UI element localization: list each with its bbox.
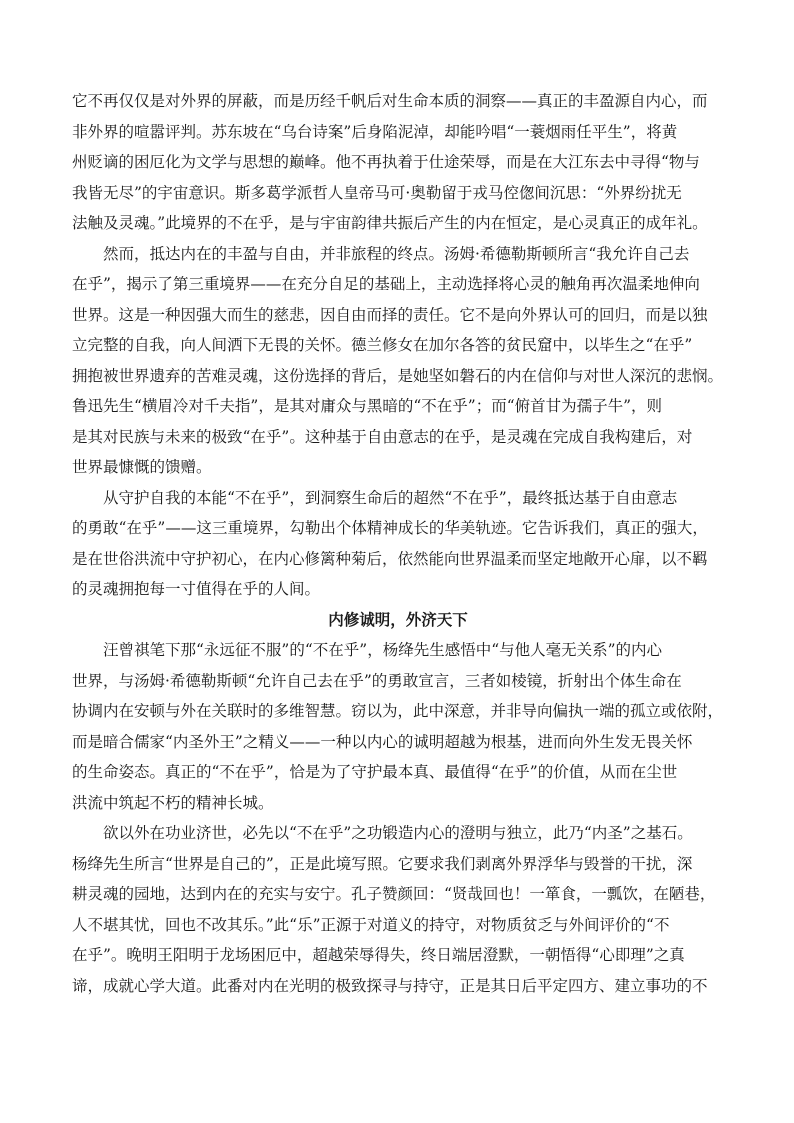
text-line: 从守护自我的本能“不在乎”，到洞察生命后的超然“不在乎”，最终抵达基于自由意志 [103, 488, 678, 507]
text-line: 协调内在安顿与外在关联时的多维智慧。窃以为，此中深意，并非导向偏执一端的孤立或依附， [72, 702, 724, 720]
text-line: 鲁迅先生“横眉冷对千夫指”，是其对庸众与黑暗的“不在乎”；而“俯首甘为孺子牛”，则 [72, 397, 663, 415]
text-line: 欲以外在功业济世，必先以“不在乎”之功锻造内心的澄明与独立，此乃“内圣”之基石。 [103, 824, 693, 842]
text-line: 是在世俗洪流中守护初心，在内心修篱种菊后，依然能向世界温柔而坚定地敞开心扉，以不羁 [72, 549, 708, 568]
text-line: 耕灵魂的园地，达到内在的充实与安宁。孔子赞颜回：“贤哉回也！一箪食，一瓢饮，在陋巷， [72, 885, 716, 903]
text-line: 然而，抵达内在的丰盈与自由，并非旅程的终点。汤姆·希德勒斯顿所言“我允许自己去 [103, 244, 690, 263]
text-line: 非外界的喧嚣评判。苏东坡在“乌台诗案”后身陷泥淖，却能吟唱“一蓑烟雨任平生”，将黄 [72, 122, 678, 141]
body-text [72, 86, 724, 1001]
text-line: 我皆无尽”的宇宙意识。斯多葛学派哲人皇帝马可·奥勒留于戎马倥偬间沉思：“外界纷扰无 [72, 183, 682, 202]
text-line: 它不再仅仅是对外界的屏蔽，而是历经千帆后对生命本质的洞察——真正的丰盈源自内心，而 [72, 92, 708, 110]
text-line: 谛，成就心学大道。此番对内在光明的极致探寻与持守，正是其日后平定四方、建立事功的不 [72, 976, 708, 995]
text-line: 的生命姿态。真正的“不在乎”，恰是为了守护最本真、最值得“在乎”的价值，从而在尘世 [72, 763, 678, 781]
text-line: 州贬谪的困厄化为文学与思想的巅峰。他不再执着于仕途荣辱，而是在大江东去中寻得“物与 [72, 153, 700, 171]
text-line: 世界，与汤姆·希德勒斯顿“允许自己去在乎”的勇敢宣言，三者如棱镜，折射出个体生命在 [72, 671, 682, 690]
text-line: 世界最慷慨的馈赠。 [72, 458, 212, 476]
section-heading: 内修诚明，外济天下 [328, 609, 468, 629]
text-line: 人不堪其忧，回也不改其乐。”此“乐”正源于对道义的持守，对物质贫乏与外间评价的“不 [72, 915, 670, 934]
text-line: 在乎”，揭示了第三重境界——在充分自足的基础上，主动选择将心灵的触角再次温柔地伸向 [72, 275, 700, 293]
text-line: 而是暗合儒家“内圣外王”之精义——一种以内心的诚明超越为根基，进而向外生发无畏关怀 [72, 732, 693, 751]
text-line: 的勇敢“在乎”——这三重境界，勾勒出个体精神成长的华美轨迹。它告诉我们，真正的强大， [72, 519, 708, 537]
text-line: 汪曾祺笔下那“永远征不服”的“不在乎”，杨绛先生感悟中“与他人毫无关系”的内心 [103, 641, 663, 659]
text-line: 洪流中筑起不朽的精神长城。 [72, 793, 274, 812]
text-line: 拥抱被世界遗弃的苦难灵魂，这份选择的背后，是她坚如磐石的内在信仰与对世人深沉的悲悯。 [72, 366, 724, 385]
text-line: 法触及灵魂。”此境界的不在乎，是与宇宙韵律共振后产生的内在恒定，是心灵真正的成年礼。 [72, 214, 708, 232]
text-line: 是其对民族与未来的极致“在乎”。这种基于自由意志的在乎，是灵魂在完成自我构建后，对 [72, 427, 693, 446]
text-line: 在乎”。晚明王阳明于龙场困厄中，超越荣辱得失，终日端居澄默，一朝悟得“心即理”之真 [72, 946, 685, 964]
text-line: 世界。这是一种因强大而生的慈悲，因自由而择的责任。它不是向外界认可的回归，而是以独 [72, 305, 708, 324]
text-line: 的灵魂拥抱每一寸值得在乎的人间。 [72, 580, 321, 598]
text-line: 立完整的自我，向人间洒下无畏的关怀。德兰修女在加尔各答的贫民窟中，以毕生之“在乎” [72, 336, 693, 354]
text-line: 杨绛先生所言“世界是自己的”，正是此境写照。它要求我们剥离外界浮华与毁誉的干扰，深 [72, 854, 693, 873]
